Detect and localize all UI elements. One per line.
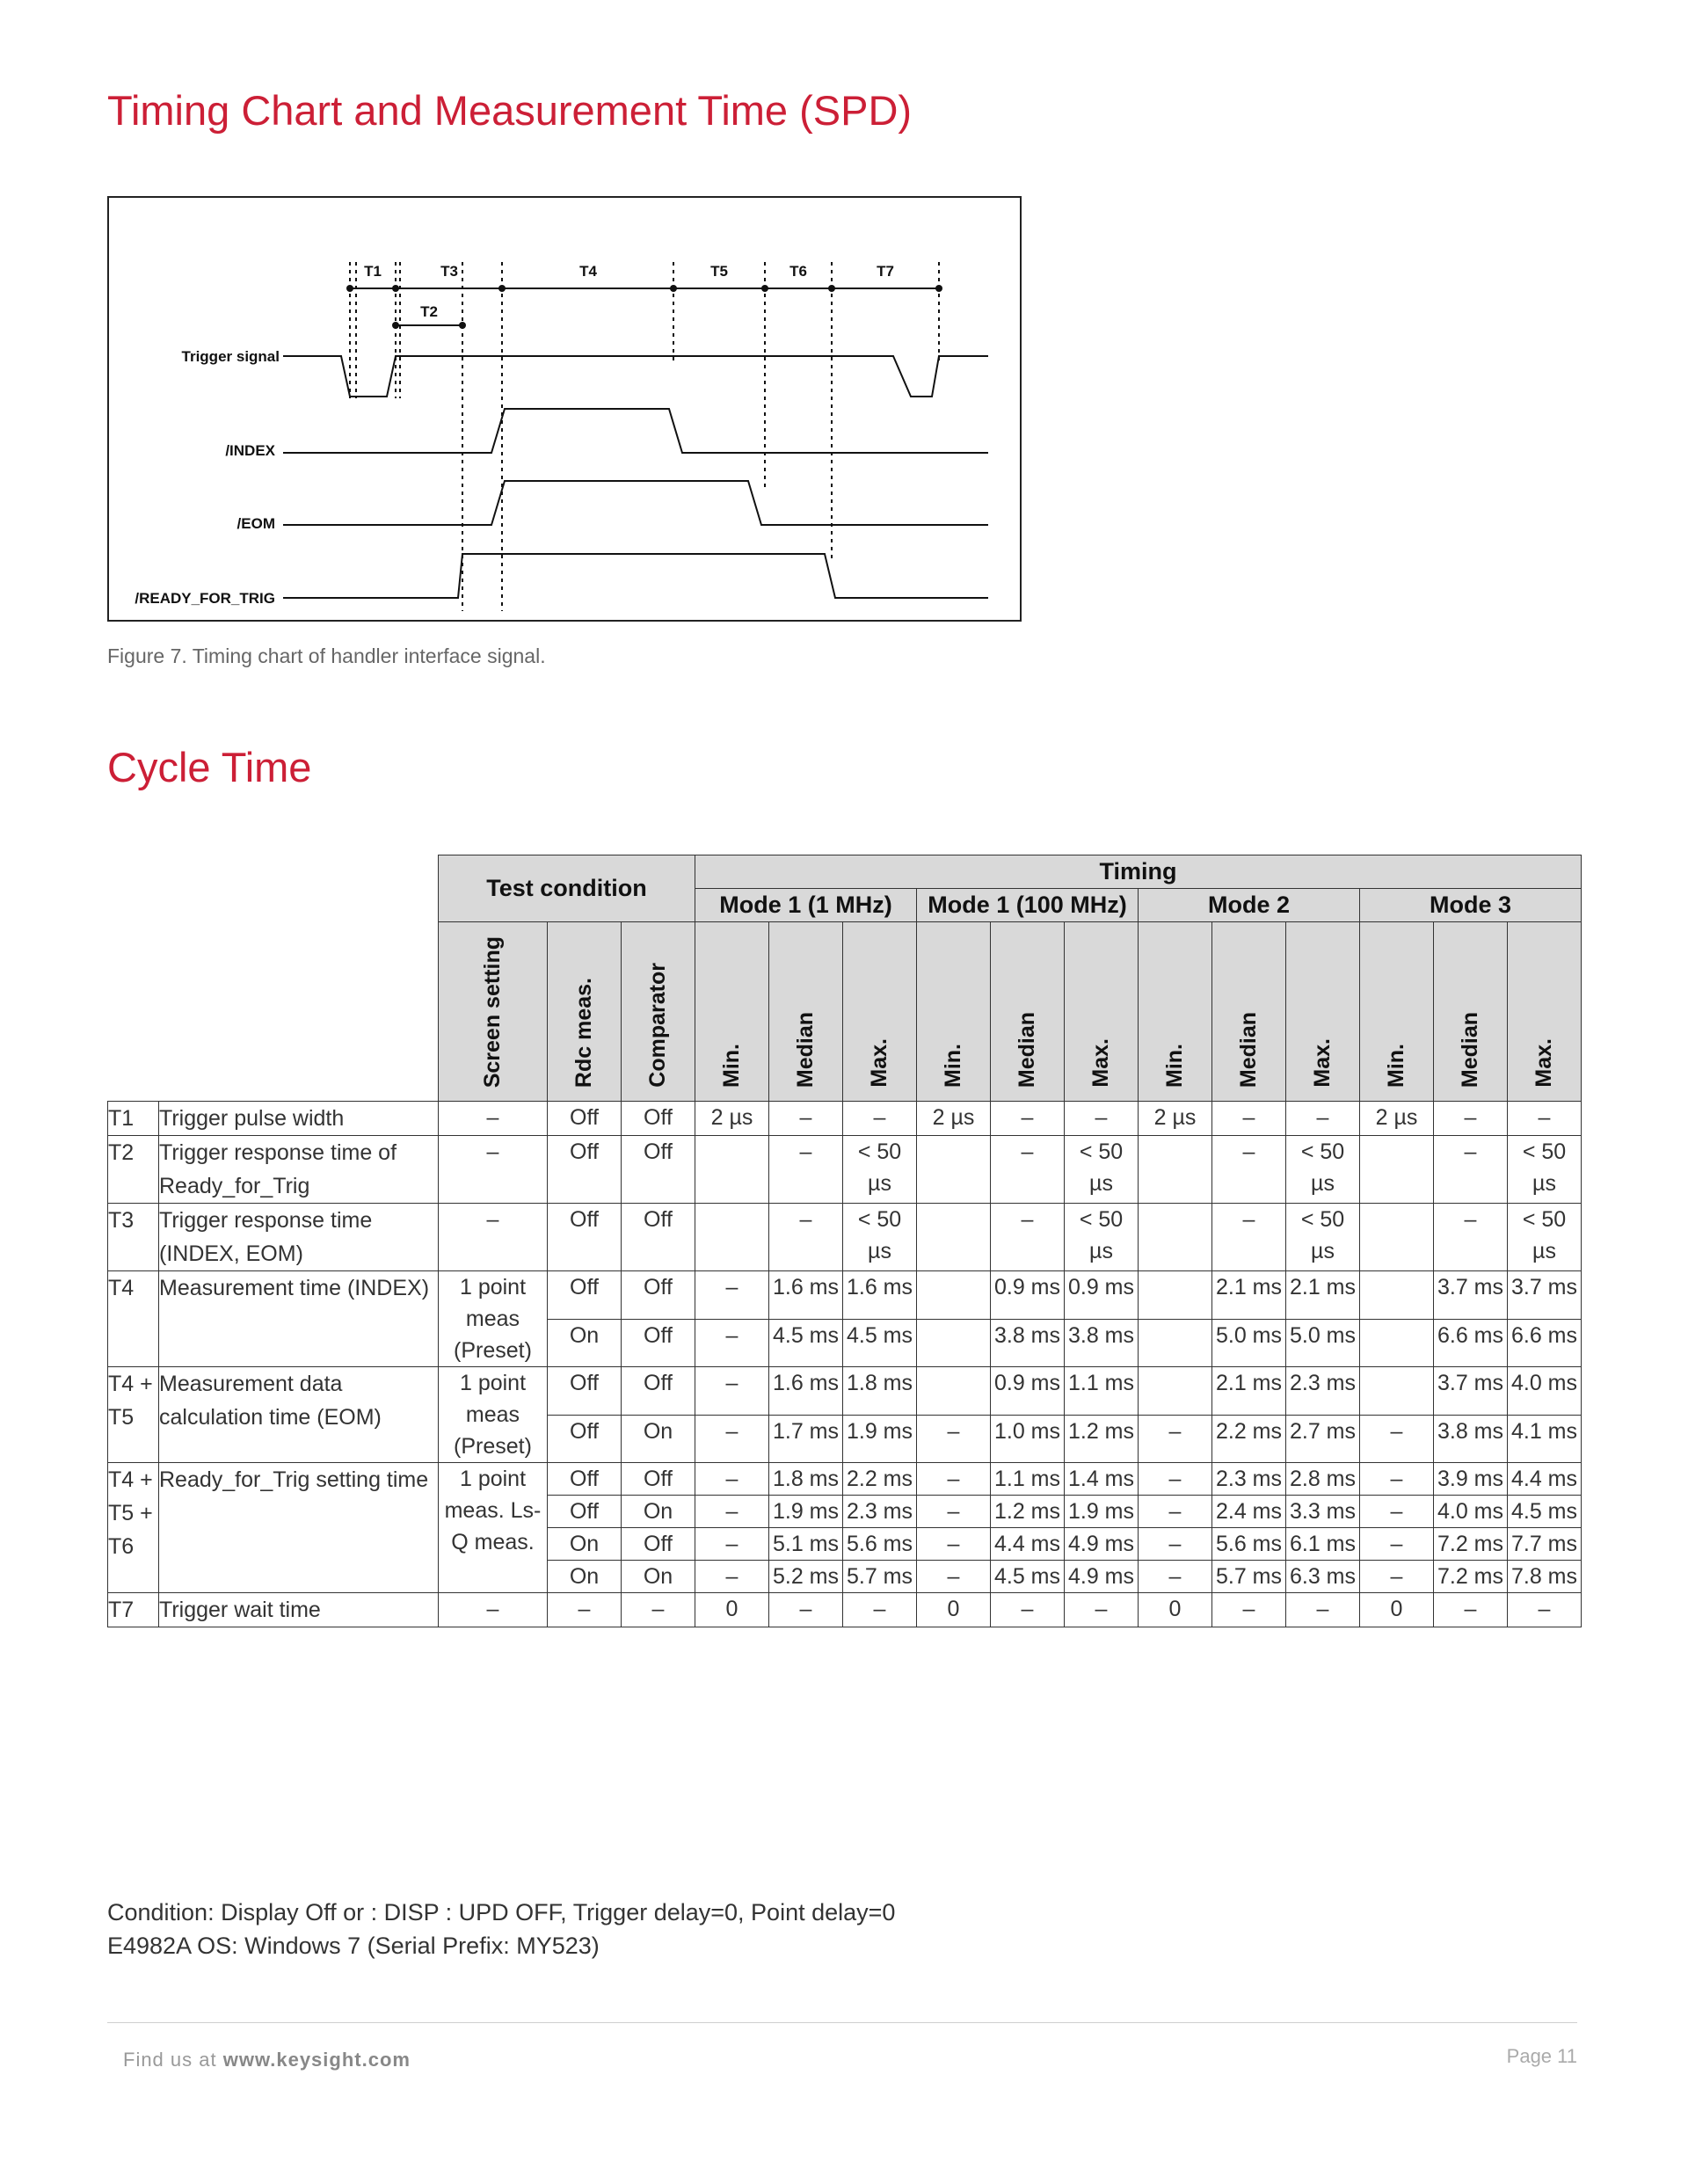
timing-value-cell: 3.3 ms	[1286, 1496, 1360, 1528]
timing-value-cell: –	[769, 1593, 843, 1627]
timing-value-cell: –	[1139, 1415, 1212, 1463]
timing-value-cell: 1.7 ms	[769, 1415, 843, 1463]
timing-value-cell: 4.4 ms	[1508, 1463, 1582, 1496]
header-median: Median	[991, 922, 1065, 1102]
timing-value-cell: 1.9 ms	[1065, 1496, 1139, 1528]
timing-value-cell: 0.9 ms	[991, 1271, 1065, 1320]
condition-note: Condition: Display Off or : DISP : UPD OFF, Trigger delay=0, Point delay=0	[107, 1899, 896, 1926]
timing-value-cell: 5.6 ms	[1212, 1528, 1286, 1561]
timing-value-cell: 2 µs	[695, 1102, 769, 1136]
timing-value-cell: –	[843, 1593, 917, 1627]
timing-value-cell: –	[1360, 1463, 1434, 1496]
timing-value-cell	[917, 1367, 991, 1416]
table-row	[108, 1593, 1582, 1627]
timing-value-cell: 4.9 ms	[1065, 1561, 1139, 1593]
timing-value-cell: 1.4 ms	[1065, 1463, 1139, 1496]
timing-value-cell	[917, 1136, 991, 1204]
header-min: Min.	[1139, 922, 1212, 1102]
timing-value-cell	[695, 1204, 769, 1271]
rdc-cell: Off	[548, 1102, 622, 1136]
row-id: T2	[108, 1136, 159, 1204]
header-median: Median	[769, 922, 843, 1102]
timing-value-cell: 0.9 ms	[1065, 1271, 1139, 1320]
header-min: Min.	[1360, 922, 1434, 1102]
rdc-cell: On	[548, 1528, 622, 1561]
screen-setting-cell: –	[439, 1204, 548, 1271]
timing-value-cell: 5.7 ms	[843, 1561, 917, 1593]
timing-chart-diagram	[109, 198, 1023, 623]
timing-value-cell: 2 µs	[917, 1102, 991, 1136]
timing-value-cell: < 50 µs	[843, 1136, 917, 1204]
timing-value-cell: –	[917, 1463, 991, 1496]
table-row	[108, 1136, 1582, 1204]
screen-setting-cell: –	[439, 1136, 548, 1204]
timing-value-cell	[1360, 1271, 1434, 1320]
timing-value-cell: –	[1508, 1593, 1582, 1627]
header-mode-2: Mode 2	[1139, 889, 1360, 922]
screen-setting-cell: 1 point meas (Preset)	[439, 1367, 548, 1463]
timing-value-cell: < 50 µs	[1286, 1136, 1360, 1204]
section-title-cycle-time: Cycle Time	[107, 744, 312, 790]
timing-value-cell: 3.7 ms	[1434, 1367, 1508, 1416]
timing-value-cell: –	[695, 1496, 769, 1528]
rdc-cell: Off	[548, 1136, 622, 1204]
timing-value-cell: 4.5 ms	[1508, 1496, 1582, 1528]
comparator-cell: Off	[622, 1463, 695, 1496]
timing-value-cell: 5.7 ms	[1212, 1561, 1286, 1593]
header-max: Max.	[1508, 922, 1582, 1102]
timing-value-cell: 3.8 ms	[991, 1319, 1065, 1367]
row-label: Trigger pulse width	[159, 1102, 439, 1136]
eom-signal-label: /EOM	[236, 515, 275, 532]
os-note: E4982A OS: Windows 7 (Serial Prefix: MY523)	[107, 1933, 600, 1959]
timing-value-cell: < 50 µs	[1508, 1136, 1582, 1204]
timing-value-cell: 4.5 ms	[769, 1319, 843, 1367]
timing-value-cell: 2.8 ms	[1286, 1463, 1360, 1496]
timing-value-cell: 5.2 ms	[769, 1561, 843, 1593]
comparator-cell: Off	[622, 1102, 695, 1136]
timing-value-cell: 1.8 ms	[769, 1463, 843, 1496]
row-label: Measurement time (INDEX)	[159, 1271, 439, 1367]
footer-divider	[107, 2022, 1577, 2023]
cycle-time-table	[107, 855, 1582, 1627]
timing-value-cell: 4.0 ms	[1434, 1496, 1508, 1528]
header-mode-3: Mode 3	[1360, 889, 1582, 922]
timing-value-cell	[695, 1136, 769, 1204]
timing-value-cell: –	[1508, 1102, 1582, 1136]
timing-value-cell	[917, 1319, 991, 1367]
timing-value-cell: 4.4 ms	[991, 1528, 1065, 1561]
comparator-cell: –	[622, 1593, 695, 1627]
timing-value-cell: 7.8 ms	[1508, 1561, 1582, 1593]
timing-value-cell: 6.6 ms	[1508, 1319, 1582, 1367]
timing-value-cell: –	[917, 1415, 991, 1463]
timing-value-cell: –	[769, 1136, 843, 1204]
timing-value-cell: 0.9 ms	[991, 1367, 1065, 1416]
timing-value-cell: 7.2 ms	[1434, 1528, 1508, 1561]
header-min: Min.	[695, 922, 769, 1102]
timing-value-cell: 1.6 ms	[769, 1367, 843, 1416]
header-comparator: Comparator	[622, 922, 695, 1102]
timing-value-cell: –	[843, 1102, 917, 1136]
header-mode-1-1mhz: Mode 1 (1 MHz)	[695, 889, 917, 922]
timing-value-cell: 0	[695, 1593, 769, 1627]
timing-value-cell: 2.3 ms	[1286, 1367, 1360, 1416]
index-signal-label: /INDEX	[225, 442, 275, 459]
t3-label: T3	[440, 263, 458, 280]
timing-value-cell: 2.2 ms	[843, 1463, 917, 1496]
comparator-cell: Off	[622, 1367, 695, 1416]
timing-value-cell	[917, 1271, 991, 1320]
timing-value-cell: < 50 µs	[843, 1204, 917, 1271]
timing-value-cell: 3.9 ms	[1434, 1463, 1508, 1496]
footer-find-prefix: Find us at	[123, 2049, 223, 2071]
figure-caption: Figure 7. Timing chart of handler interface signal.	[107, 644, 546, 667]
timing-value-cell	[1139, 1271, 1212, 1320]
timing-value-cell: 2.1 ms	[1286, 1271, 1360, 1320]
timing-value-cell: –	[1139, 1561, 1212, 1593]
timing-value-cell: 1.2 ms	[1065, 1415, 1139, 1463]
table-row	[108, 1204, 1582, 1271]
timing-value-cell: 1.9 ms	[843, 1415, 917, 1463]
timing-value-cell: 2.4 ms	[1212, 1496, 1286, 1528]
row-label: Trigger response time of Ready_for_Trig	[159, 1136, 439, 1204]
timing-value-cell: 2.3 ms	[843, 1496, 917, 1528]
t4-label: T4	[579, 263, 597, 280]
timing-value-cell: –	[695, 1319, 769, 1367]
timing-value-cell: –	[695, 1463, 769, 1496]
timing-value-cell: 5.1 ms	[769, 1528, 843, 1561]
t5-label: T5	[710, 263, 728, 280]
row-label: Trigger response time (INDEX, EOM)	[159, 1204, 439, 1271]
timing-value-cell: –	[1065, 1593, 1139, 1627]
timing-arrows	[350, 288, 939, 325]
timing-value-cell: 1.0 ms	[991, 1415, 1065, 1463]
timing-value-cell: 3.8 ms	[1434, 1415, 1508, 1463]
timing-value-cell	[1360, 1367, 1434, 1416]
rdc-cell: Off	[548, 1204, 622, 1271]
timing-value-cell: 2 µs	[1139, 1102, 1212, 1136]
table-body	[108, 1102, 1582, 1627]
timing-value-cell: 0	[917, 1593, 991, 1627]
timing-value-cell: 1.6 ms	[769, 1271, 843, 1320]
timing-value-cell: 5.0 ms	[1212, 1319, 1286, 1367]
comparator-cell: On	[622, 1496, 695, 1528]
timing-value-cell: –	[917, 1496, 991, 1528]
timing-value-cell: –	[695, 1528, 769, 1561]
timing-value-cell: –	[695, 1561, 769, 1593]
timing-value-cell: –	[769, 1204, 843, 1271]
timing-value-cell	[1360, 1204, 1434, 1271]
screen-setting-cell: 1 point meas (Preset)	[439, 1271, 548, 1367]
timing-value-cell: –	[991, 1593, 1065, 1627]
rdc-cell: On	[548, 1319, 622, 1367]
timing-value-cell: –	[695, 1415, 769, 1463]
t6-label: T6	[789, 263, 807, 280]
header-rdc-meas: Rdc meas.	[548, 922, 622, 1102]
comparator-cell: Off	[622, 1204, 695, 1271]
timing-value-cell: 1.9 ms	[769, 1496, 843, 1528]
timing-value-cell: 4.1 ms	[1508, 1415, 1582, 1463]
timing-value-cell: –	[1434, 1136, 1508, 1204]
timing-value-cell: 2 µs	[1360, 1102, 1434, 1136]
timing-value-cell: < 50 µs	[1065, 1204, 1139, 1271]
timing-value-cell: –	[1212, 1136, 1286, 1204]
header-timing: Timing	[695, 855, 1582, 889]
rdc-cell: –	[548, 1593, 622, 1627]
header-min: Min.	[917, 922, 991, 1102]
rdc-cell: Off	[548, 1463, 622, 1496]
footer-website-link[interactable]: www.keysight.com	[222, 2049, 411, 2071]
comparator-cell: Off	[622, 1528, 695, 1561]
timing-value-cell: –	[1286, 1593, 1360, 1627]
timing-value-cell: –	[1139, 1528, 1212, 1561]
header-mode-1-100mhz: Mode 1 (100 MHz)	[917, 889, 1139, 922]
timing-value-cell: 1.8 ms	[843, 1367, 917, 1416]
timing-value-cell: 0	[1139, 1593, 1212, 1627]
timing-value-cell: 2.3 ms	[1212, 1463, 1286, 1496]
header-median: Median	[1434, 922, 1508, 1102]
rdc-cell: Off	[548, 1415, 622, 1463]
timing-value-cell: 2.7 ms	[1286, 1415, 1360, 1463]
row-id: T7	[108, 1593, 159, 1627]
timing-value-cell: 3.7 ms	[1434, 1271, 1508, 1320]
timing-value-cell: < 50 µs	[1065, 1136, 1139, 1204]
row-id: T1	[108, 1102, 159, 1136]
timing-value-cell: –	[1286, 1102, 1360, 1136]
row-label: Ready_for_Trig setting time	[159, 1463, 439, 1593]
timing-value-cell: –	[991, 1136, 1065, 1204]
table-row	[108, 1463, 1582, 1496]
header-test-condition: Test condition	[439, 855, 695, 922]
comparator-cell: Off	[622, 1136, 695, 1204]
ready-signal-label: /READY_FOR_TRIG	[135, 590, 275, 607]
row-label: Trigger wait time	[159, 1593, 439, 1627]
trigger-signal-label: Trigger signal	[181, 348, 280, 365]
timing-value-cell: –	[1434, 1593, 1508, 1627]
timing-value-cell: –	[1360, 1561, 1434, 1593]
timing-value-cell: –	[1360, 1528, 1434, 1561]
t2-label: T2	[420, 303, 438, 320]
timing-value-cell: –	[1065, 1102, 1139, 1136]
timing-waveforms	[283, 356, 988, 598]
row-id: T4 + T5 + T6	[108, 1463, 159, 1593]
table-row	[108, 1271, 1582, 1320]
timing-guides	[350, 262, 939, 611]
timing-value-cell	[1139, 1204, 1212, 1271]
timing-value-cell: 6.1 ms	[1286, 1528, 1360, 1561]
timing-value-cell: –	[769, 1102, 843, 1136]
timing-value-cell: –	[1212, 1593, 1286, 1627]
timing-value-cell: –	[1434, 1204, 1508, 1271]
timing-value-cell: 4.5 ms	[843, 1319, 917, 1367]
timing-chart-figure	[107, 196, 1022, 622]
timing-value-cell	[1139, 1319, 1212, 1367]
timing-value-cell: 6.6 ms	[1434, 1319, 1508, 1367]
timing-value-cell: –	[1212, 1102, 1286, 1136]
timing-value-cell: 3.7 ms	[1508, 1271, 1582, 1320]
t7-label: T7	[877, 263, 894, 280]
timing-value-cell: –	[1139, 1463, 1212, 1496]
timing-value-cell: 6.3 ms	[1286, 1561, 1360, 1593]
timing-value-cell: –	[1212, 1204, 1286, 1271]
timing-value-cell: –	[1360, 1496, 1434, 1528]
timing-value-cell: 2.2 ms	[1212, 1415, 1286, 1463]
timing-value-cell: < 50 µs	[1286, 1204, 1360, 1271]
timing-value-cell: 5.0 ms	[1286, 1319, 1360, 1367]
rdc-cell: Off	[548, 1271, 622, 1320]
timing-value-cell: 7.7 ms	[1508, 1528, 1582, 1561]
screen-setting-cell: –	[439, 1102, 548, 1136]
screen-setting-cell: 1 point meas. Ls-Q meas.	[439, 1463, 548, 1593]
timing-value-cell: 1.1 ms	[1065, 1367, 1139, 1416]
header-median: Median	[1212, 922, 1286, 1102]
timing-value-cell: 3.8 ms	[1065, 1319, 1139, 1367]
table-row	[108, 1367, 1582, 1416]
rdc-cell: Off	[548, 1367, 622, 1416]
comparator-cell: Off	[622, 1319, 695, 1367]
comparator-cell: Off	[622, 1271, 695, 1320]
timing-value-cell	[1360, 1136, 1434, 1204]
timing-value-cell: –	[991, 1102, 1065, 1136]
header-max: Max.	[1065, 922, 1139, 1102]
timing-value-cell: < 50 µs	[1508, 1204, 1582, 1271]
timing-value-cell: 0	[1360, 1593, 1434, 1627]
row-id: T4	[108, 1271, 159, 1367]
section-title-timing-chart: Timing Chart and Measurement Time (SPD)	[107, 87, 913, 134]
rdc-cell: Off	[548, 1496, 622, 1528]
header-screen-setting: Screen setting	[439, 922, 548, 1102]
timing-value-cell	[1360, 1319, 1434, 1367]
t1-label: T1	[364, 263, 382, 280]
timing-value-cell: –	[1139, 1496, 1212, 1528]
timing-value-cell	[1139, 1136, 1212, 1204]
timing-value-cell: 1.1 ms	[991, 1463, 1065, 1496]
timing-value-cell: 5.6 ms	[843, 1528, 917, 1561]
timing-value-cell: 2.1 ms	[1212, 1367, 1286, 1416]
row-label: Measurement data calculation time (EOM)	[159, 1367, 439, 1463]
row-id: T4 + T5	[108, 1367, 159, 1463]
page-number: Page 11	[1506, 2045, 1577, 2067]
timing-value-cell	[1139, 1367, 1212, 1416]
timing-value-cell: 4.5 ms	[991, 1561, 1065, 1593]
timing-value-cell: 4.0 ms	[1508, 1367, 1582, 1416]
timing-value-cell: –	[1434, 1102, 1508, 1136]
timing-value-cell: –	[1360, 1415, 1434, 1463]
header-max: Max.	[843, 922, 917, 1102]
timing-value-cell: 7.2 ms	[1434, 1561, 1508, 1593]
footer-find-us	[123, 2049, 411, 2071]
cycle-time-table-container	[107, 855, 1582, 1627]
timing-value-cell: 4.9 ms	[1065, 1528, 1139, 1561]
timing-value-cell: 1.6 ms	[843, 1271, 917, 1320]
timing-value-cell	[917, 1204, 991, 1271]
screen-setting-cell: –	[439, 1593, 548, 1627]
rdc-cell: On	[548, 1561, 622, 1593]
timing-value-cell: 1.2 ms	[991, 1496, 1065, 1528]
timing-value-cell: 2.1 ms	[1212, 1271, 1286, 1320]
timing-value-cell: –	[695, 1271, 769, 1320]
header-max: Max.	[1286, 922, 1360, 1102]
comparator-cell: On	[622, 1561, 695, 1593]
timing-value-cell: –	[917, 1528, 991, 1561]
comparator-cell: On	[622, 1415, 695, 1463]
timing-value-cell: –	[695, 1367, 769, 1416]
row-id: T3	[108, 1204, 159, 1271]
timing-value-cell: –	[991, 1204, 1065, 1271]
timing-value-cell: –	[917, 1561, 991, 1593]
table-row	[108, 1102, 1582, 1136]
